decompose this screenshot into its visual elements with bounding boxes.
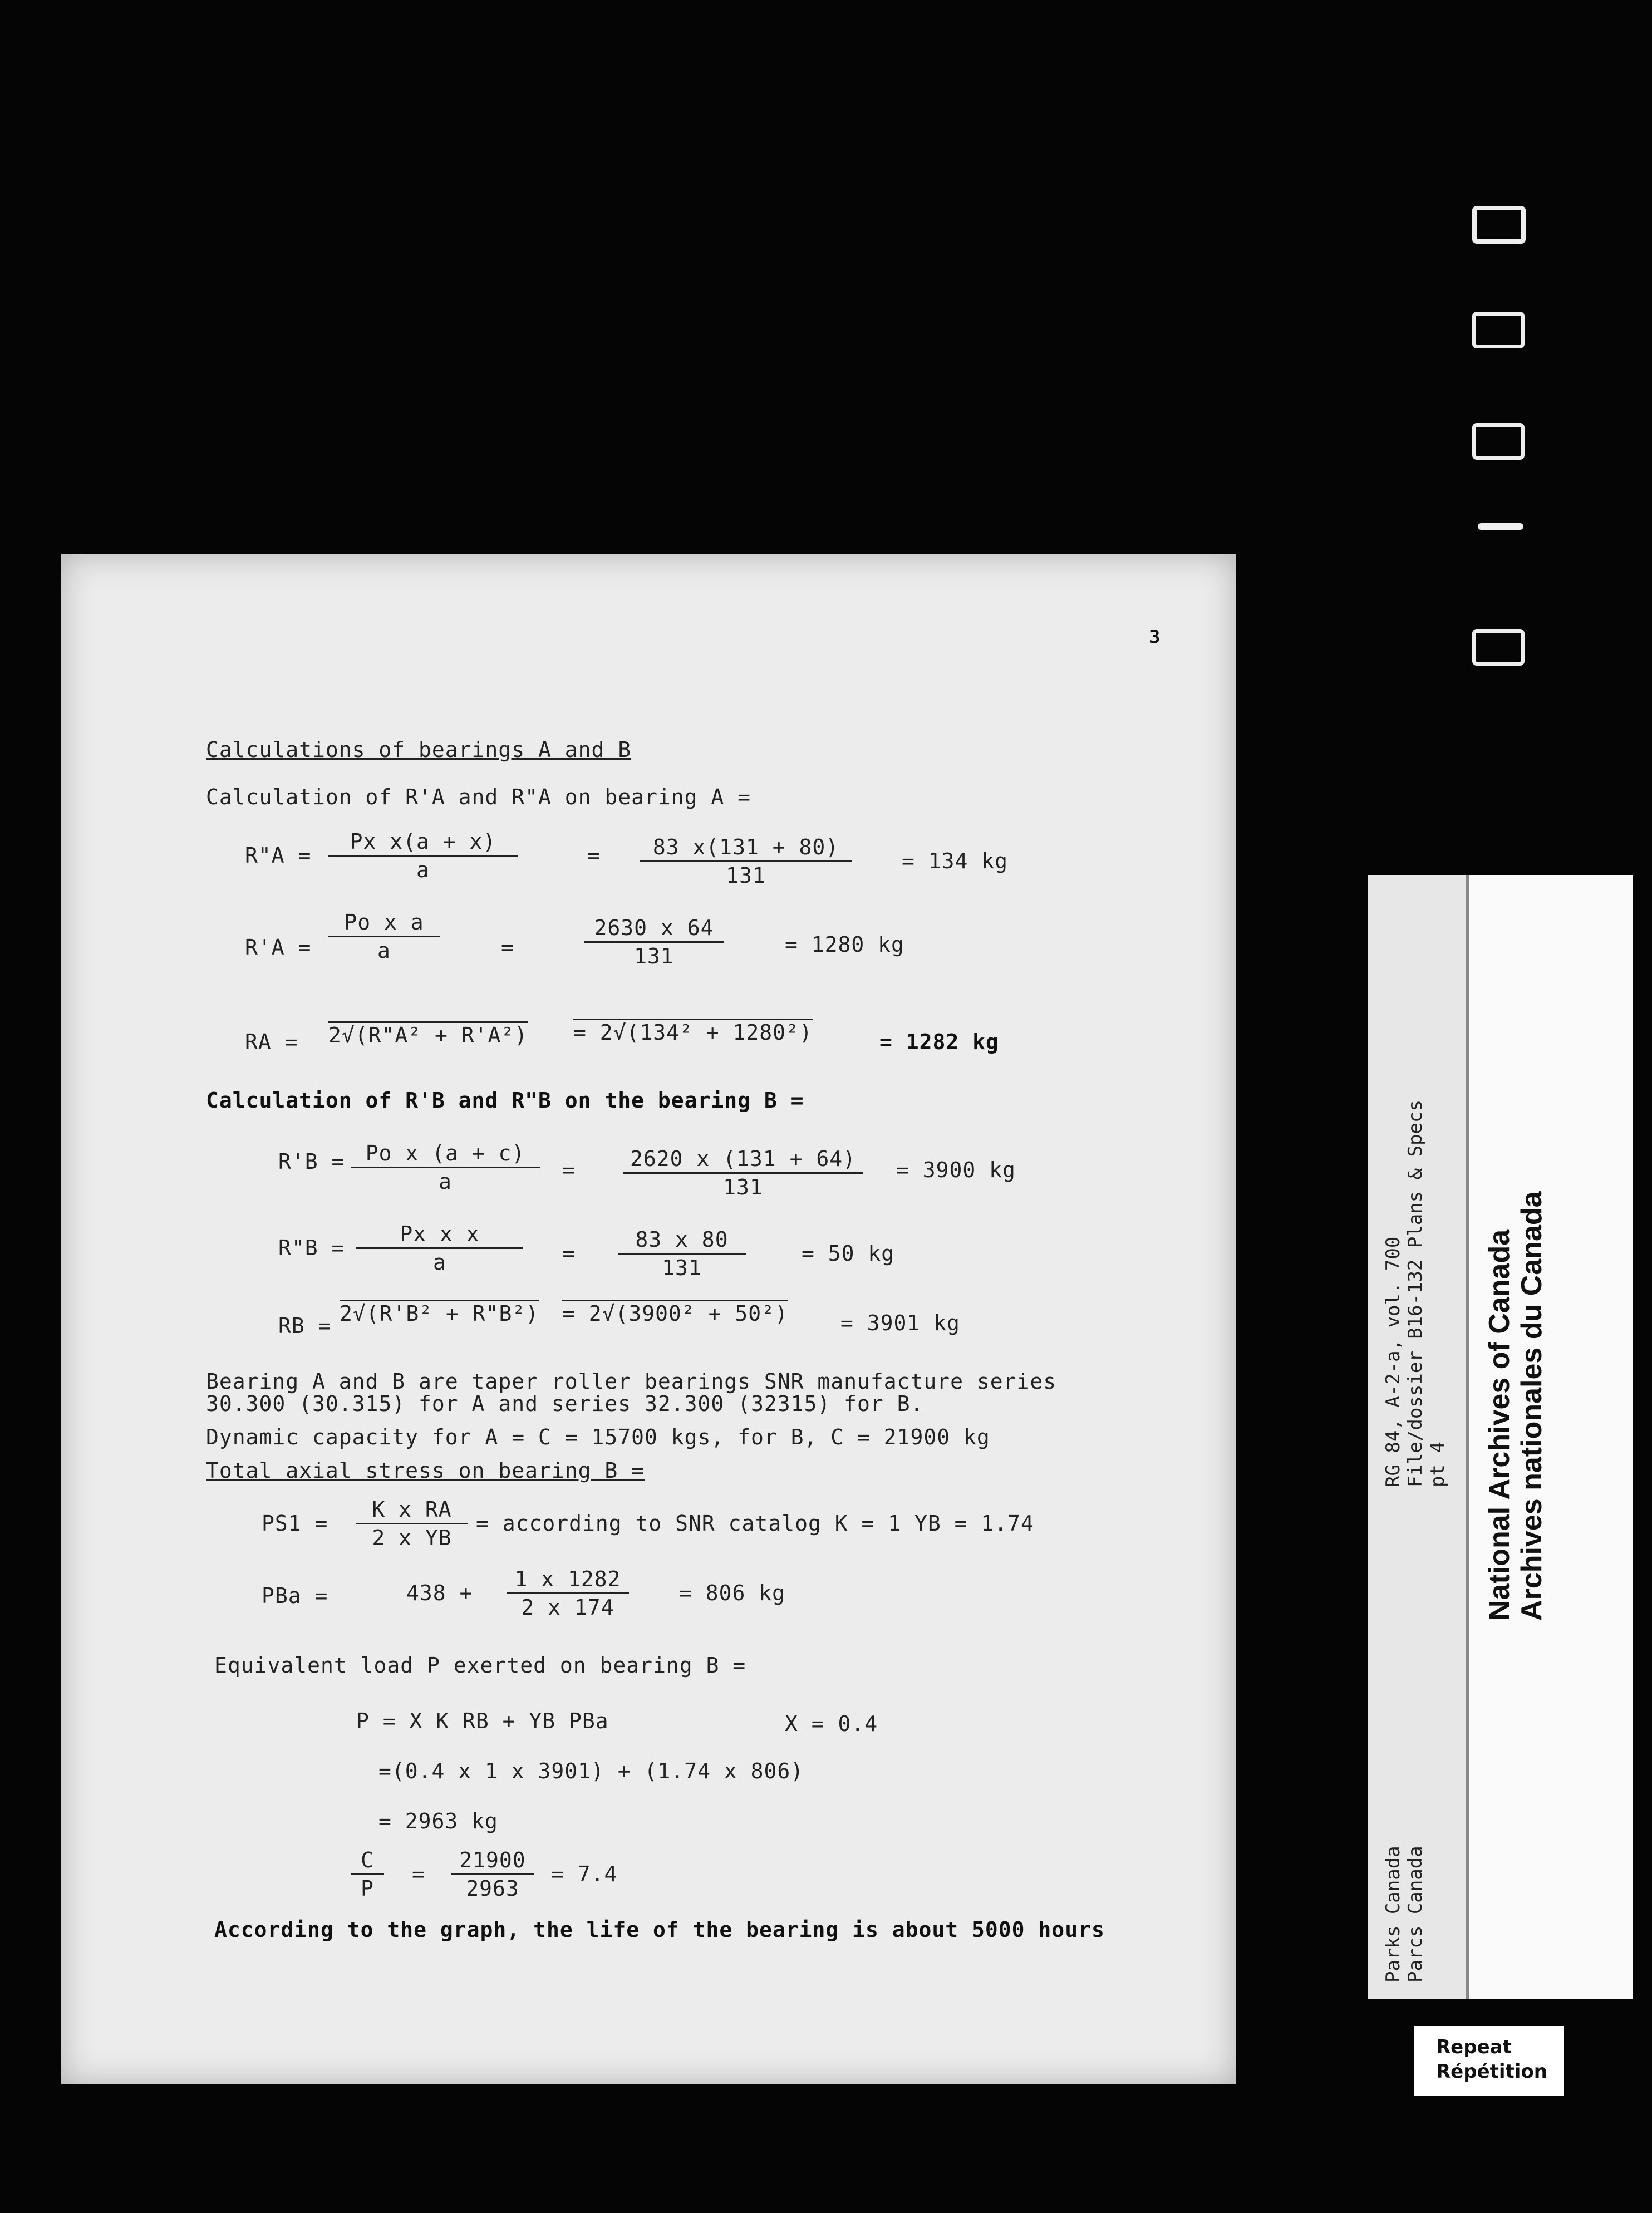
eq2-den: a xyxy=(377,938,391,963)
eq7-rest: = according to SNR catalog K = 1 YB = 1.74 xyxy=(476,1511,1034,1536)
para-equivalent-load: Equivalent load P exerted on bearing B = xyxy=(214,1653,746,1678)
line-calc-b: Calculation of R'B and R"B on the bearing B = xyxy=(206,1088,804,1113)
archive-reference xyxy=(1382,1100,1449,1487)
eq5-lhs: R"B = xyxy=(278,1236,345,1260)
eq4-lhs: R'B = xyxy=(278,1149,345,1174)
eq12-num2: 21900 xyxy=(451,1848,534,1875)
eq2-result: = 1280 kg xyxy=(785,932,904,957)
archive-institution-label xyxy=(1466,875,1633,1999)
eq5-result: = 50 kg xyxy=(802,1241,895,1266)
eq1-num2: 83 x(131 + 80) xyxy=(640,835,852,862)
para-bearing-types-1: Bearing A and B are taper roller bearings SNR manufacture series xyxy=(206,1369,1057,1394)
document-page xyxy=(61,554,1236,2084)
eq5-num2: 83 x 80 xyxy=(618,1227,746,1255)
eq11: = 2963 kg xyxy=(378,1809,498,1833)
eq2-equals: = xyxy=(501,935,514,960)
institution-name xyxy=(1483,1191,1548,1621)
eq7-fraction xyxy=(356,1497,468,1550)
eq12-fraction xyxy=(351,1848,384,1901)
eq12-den2: 2963 xyxy=(466,1876,519,1901)
eq2-fraction xyxy=(328,910,440,963)
repeat-line-2: Répétition xyxy=(1436,2060,1548,2083)
eq8-den: 2 x 174 xyxy=(521,1595,614,1620)
archive-agency xyxy=(1382,1846,1427,1983)
eq5-num: Px x x xyxy=(356,1222,523,1249)
eq4-den: a xyxy=(439,1169,452,1194)
eq6-root: 2√(R'B² + R"B²) xyxy=(340,1300,539,1326)
reference-line-3: pt 4 xyxy=(1427,1442,1449,1487)
eq2-den2: 131 xyxy=(634,944,674,968)
eq4-den2: 131 xyxy=(723,1175,763,1199)
eq1-equals: = xyxy=(587,843,601,868)
para-axial-stress: Total axial stress on bearing B = xyxy=(206,1458,645,1483)
archive-reference-label xyxy=(1368,875,1468,1999)
eq8-result: = 806 kg xyxy=(679,1581,786,1605)
institution-line-2: Archives nationales du Canada xyxy=(1516,1191,1548,1621)
eq5-den: a xyxy=(433,1250,446,1275)
eq3-result: = 1282 kg xyxy=(879,1030,999,1054)
eq4-num: Po x (a + c) xyxy=(351,1141,540,1168)
eq12-result: = 7.4 xyxy=(551,1862,618,1886)
eq4-equals: = xyxy=(562,1158,576,1182)
eq1-fraction2 xyxy=(640,835,852,888)
eq2-lhs: R'A = xyxy=(245,935,312,960)
para-dynamic-capacity: Dynamic capacity for A = C = 15700 kgs, for B, C = 21900 kg xyxy=(206,1425,990,1449)
eq8-fraction xyxy=(507,1567,629,1620)
eq5-fraction xyxy=(356,1222,523,1275)
eq12-num: C xyxy=(351,1848,384,1875)
repeat-label xyxy=(1414,2026,1564,2096)
eq12-fraction2 xyxy=(451,1848,534,1901)
eq9-formula: P = X K RB + YB PBa xyxy=(356,1709,609,1733)
eq12-equals: = xyxy=(412,1862,425,1886)
agency-line-2: Parcs Canada xyxy=(1404,1846,1427,1983)
eq7-num: K x RA xyxy=(356,1497,468,1524)
eq4-fraction2 xyxy=(623,1147,863,1199)
repeat-line-1: Repeat xyxy=(1436,2036,1512,2058)
reference-line-2: File/dossier B16-132 Plans & Specs xyxy=(1404,1100,1427,1487)
eq1-result: = 134 kg xyxy=(902,849,1009,873)
eq2-num2: 2630 x 64 xyxy=(584,916,724,943)
eq8-mid: 438 + xyxy=(406,1581,473,1605)
eq6-result: = 3901 kg xyxy=(840,1311,960,1335)
eq2-num: Po x a xyxy=(328,910,440,937)
eq7-den: 2 x YB xyxy=(372,1526,452,1550)
eq12-den: P xyxy=(361,1876,374,1901)
eq3-root: 2√(R"A² + R'A²) xyxy=(328,1021,528,1048)
eq1-num: Px x(a + x) xyxy=(328,829,518,857)
eq10: =(0.4 x 1 x 3901) + (1.74 x 806) xyxy=(378,1759,804,1783)
eq4-fraction xyxy=(351,1141,540,1194)
eq5-fraction2 xyxy=(618,1227,746,1280)
eq1-lhs: R"A = xyxy=(245,843,312,868)
para-bearing-types-2: 30.300 (30.315) for A and series 32.300 (32315) for B. xyxy=(206,1391,924,1416)
eq6-lhs: RB = xyxy=(278,1314,332,1338)
eq2-fraction2 xyxy=(584,916,724,968)
agency-line-1: Parks Canada xyxy=(1382,1846,1404,1983)
eq4-result: = 3900 kg xyxy=(896,1158,1016,1182)
conclusion: According to the graph, the life of the bearing is about 5000 hours xyxy=(214,1917,1105,1942)
heading: Calculations of bearings A and B xyxy=(206,737,632,762)
eq1-den: a xyxy=(416,858,430,882)
eq5-den2: 131 xyxy=(662,1256,702,1280)
eq3-value: = 2√(134² + 1280²) xyxy=(573,1019,813,1045)
line-calc-a: Calculation of R'A and R"A on bearing A = xyxy=(206,785,751,809)
page-number: 3 xyxy=(1149,626,1161,647)
eq3-lhs: RA = xyxy=(245,1030,298,1054)
eq1-den2: 131 xyxy=(726,863,766,888)
eq4-num2: 2620 x (131 + 64) xyxy=(623,1147,863,1174)
eq1-fraction xyxy=(328,829,518,882)
eq8-num: 1 x 1282 xyxy=(507,1567,629,1594)
eq6-value: = 2√(3900² + 50²) xyxy=(562,1300,788,1326)
eq5-equals: = xyxy=(562,1241,576,1266)
eq9-x: X = 0.4 xyxy=(785,1712,878,1736)
reference-line-1: RG 84, A-2-a, vol. 700 xyxy=(1382,1236,1404,1487)
eq8-lhs: PBa = xyxy=(262,1583,328,1608)
institution-line-1: National Archives of Canada xyxy=(1483,1229,1516,1621)
eq7-lhs: PS1 = xyxy=(262,1511,328,1536)
